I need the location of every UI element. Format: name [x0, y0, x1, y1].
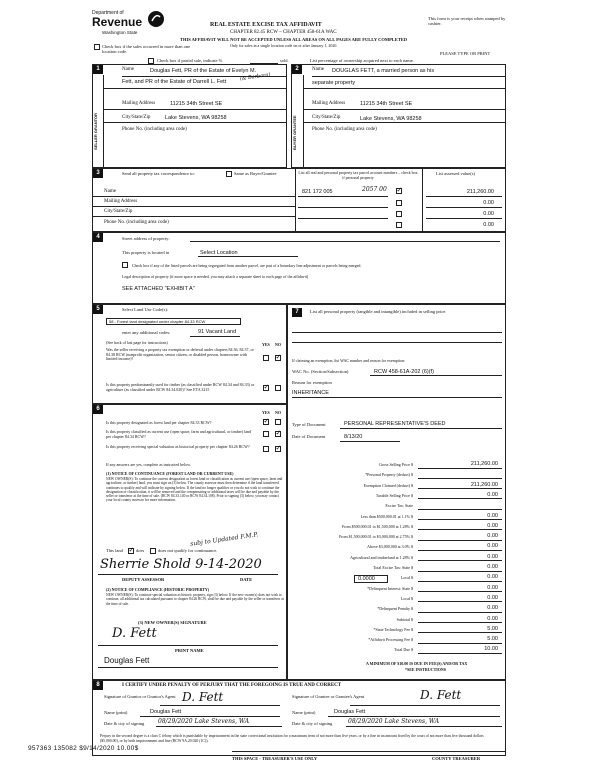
- owner-signature: D. Fett: [112, 626, 157, 641]
- tax-row-value[interactable]: 0.00: [487, 574, 498, 581]
- see-instructions: *SEE INSTRUCTIONS: [405, 667, 447, 672]
- same-as-buyer-checkbox[interactable]: [226, 171, 232, 177]
- owner-list-note: List percentage of ownership acquired next to each name.: [310, 58, 414, 63]
- tax-row-underline: [418, 478, 502, 479]
- grantor-date[interactable]: 08/29/2020 Lake Stevens, WA: [158, 718, 250, 725]
- print-name[interactable]: Douglas Fett: [104, 656, 150, 665]
- owner-signature-label: (3) NEW OWNER(S) SIGNATURE: [138, 620, 207, 625]
- tax-row-underline: [418, 571, 502, 572]
- notice-2-body: NEW OWNER(S): To continue special valuation as historic property, sign (3) below. If the new owner(s) does not wish to continue, all additional tax calculated pursuant to chapter 84.26 RCW, shall be due and payable by the seller or transferor at the time of sale.: [106, 593, 284, 606]
- tax-row-label: Taxable Selling Price $: [375, 492, 413, 498]
- tax-row-underline: [418, 632, 502, 633]
- section-4-badge: 4: [93, 233, 103, 242]
- cashier-stamp: 957363 135082 $9/14/2020 10.00$: [28, 745, 139, 752]
- assessed-value-4[interactable]: 0.00: [483, 222, 494, 228]
- section-3-badge: 3: [93, 169, 103, 178]
- deputy-assessor-label: DEPUTY ASSESSOR: [122, 577, 165, 582]
- s5-no-header: NO: [275, 342, 281, 347]
- print-name-label: PRINT NAME: [175, 648, 204, 653]
- s6-q2-no[interactable]: [275, 431, 281, 437]
- department-label: Department of: [92, 10, 124, 16]
- doc-date-label: Date of Document: [292, 434, 326, 439]
- grantor-sig-label: Signature of Grantor or Grantor's Agent: [104, 694, 176, 699]
- assessed-value-1[interactable]: 211,260.00: [466, 189, 494, 195]
- tax-row-underline: [418, 519, 502, 520]
- s5-yes-header: YES: [262, 342, 270, 347]
- s6-q1-yes[interactable]: [263, 419, 269, 425]
- tax-row-underline: [418, 653, 502, 654]
- wac-label: WAC No. (Section/Subsection): [292, 369, 349, 374]
- land-use-select[interactable]: 58 - Forest land designated under chapter 84.33 RCW: [106, 318, 241, 325]
- doc-date[interactable]: 8/13/20: [344, 434, 363, 440]
- multi-location-label: Check box if the sales occurred in more than one location code.: [102, 44, 191, 54]
- tax-row-underline: [418, 488, 502, 489]
- tax-row-value[interactable]: 0.00: [487, 543, 498, 550]
- tax-row-value[interactable]: 0.00: [487, 605, 498, 612]
- tax-row-value[interactable]: 10.00: [484, 646, 498, 653]
- tax-row-label: *Affidavit Processing Fee $: [368, 637, 413, 643]
- buyer-name-label: Name: [312, 67, 324, 72]
- tax-row-underline: [418, 612, 502, 613]
- s5-q2-no[interactable]: [275, 385, 281, 391]
- parcel-handwritten: 2057 00: [362, 186, 387, 193]
- multi-location-checkbox[interactable]: [94, 44, 100, 50]
- tax-row-underline: [418, 509, 502, 510]
- s5-q2: Is this property predominantly used for timber (as classified under RCW 84.34 and 84.33) or agriculture (as classified under RCW 84.34.020)? See ETA 3215: [106, 382, 255, 392]
- additional-codes-label: enter any additional codes:: [122, 330, 171, 335]
- parcel-2-personal-checkbox[interactable]: [396, 200, 402, 206]
- parcel-header: List all real and personal property tax parcel account numbers – check box if personal property: [298, 170, 418, 180]
- reason-label: Reason for exemption: [292, 380, 332, 385]
- tax-row-label: From $1,500,000.01 to $3,000,000 at 2.75% $: [339, 534, 413, 540]
- tax-row-value[interactable]: 0.00: [487, 584, 498, 591]
- send-correspondence-label: Send all property tax correspondence to:: [122, 171, 195, 176]
- logo-icon: [147, 10, 165, 28]
- tax-row-label: *State Technology Fee $: [373, 626, 413, 632]
- tax-row-value[interactable]: 0.00: [487, 564, 498, 570]
- tax-row-label: *Delinquent Penalty $: [377, 606, 413, 612]
- tax-row-value[interactable]: 0.00: [487, 553, 498, 560]
- local-rate[interactable]: 0.0000: [354, 575, 388, 583]
- land-does-label: does: [136, 548, 145, 553]
- tax-row-label: Subtotal $: [396, 616, 413, 622]
- section-6-badge: 6: [93, 405, 103, 414]
- tax-row-label: *Personal Property (deduct) $: [365, 472, 413, 478]
- buyer-name-line1[interactable]: DOUGLAS FETT, a married person as his: [332, 68, 435, 74]
- section-4-box: [92, 232, 506, 304]
- segregated-label: Check box if any of the listed parcels are being segregated from another parcel, are part of a boundary line adjustment or parcels being merged.: [132, 263, 362, 268]
- parcel-3-personal-checkbox[interactable]: [396, 211, 402, 217]
- treasurer-space: THIS SPACE - TREASURER'S USE ONLY: [232, 756, 318, 761]
- seller-handwritten-note: (& Barbara): [239, 71, 271, 83]
- tax-row-underline: [418, 468, 502, 469]
- s6-q3-no[interactable]: [275, 446, 281, 452]
- tax-row-label: Local $: [400, 575, 413, 581]
- tax-row-value[interactable]: 0.00: [487, 512, 498, 519]
- buyer-mailing[interactable]: 11215 34th Street SE: [360, 101, 413, 107]
- grantor-name[interactable]: Douglas Fett: [150, 709, 182, 715]
- any-yes-note: If any answers are yes, complete as instructed below.: [106, 462, 191, 467]
- grantee-date-label: Date & city of signing: [292, 721, 333, 726]
- grantee-name-label: Name (print): [292, 710, 316, 715]
- grantee-name[interactable]: Douglas Fett: [334, 709, 366, 715]
- assessed-header: List assessed value(s): [436, 171, 475, 176]
- form-title: REAL ESTATE EXCISE TAX AFFIDAVIT: [210, 22, 322, 28]
- seller-name-line2[interactable]: Fett, and PR of the Estate of Darrell L. Fett: [122, 79, 227, 85]
- parcel-4-personal-checkbox[interactable]: [396, 222, 402, 228]
- tax-row-value[interactable]: 0.00: [487, 522, 498, 529]
- tax-row-label: Excise Tax: State: [385, 503, 413, 509]
- wac-number[interactable]: RCW 458-61A-202 (6)(f): [374, 369, 434, 375]
- land-does-checkbox[interactable]: [128, 548, 134, 554]
- location-select[interactable]: Select Location: [200, 250, 238, 256]
- section-1-badge: 1: [93, 65, 103, 74]
- doc-type[interactable]: PERSONAL REPRESENTATIVE'S DEED: [344, 421, 446, 427]
- s6-q3-yes[interactable]: [263, 446, 269, 452]
- buyer-side-label: BUYER GRANTEE: [292, 115, 297, 150]
- section-2-badge: 2: [292, 65, 302, 74]
- tax-row-label: Above $3,000,000 at 3.0% $: [367, 544, 413, 550]
- s3-phone-label: Phone No. (including area code): [104, 220, 169, 225]
- s6-q1-no[interactable]: [275, 419, 281, 425]
- sales-note: Only for sales in a single location code on or after January 1, 2020.: [230, 43, 338, 48]
- tax-row-value[interactable]: 0.00: [487, 594, 498, 601]
- tax-row-label: From $500,000.01 to $1,500,000 at 1.28% $: [342, 523, 413, 529]
- tax-row-label: Less than $500,000.01 at 1.1% $: [360, 513, 413, 519]
- seller-city[interactable]: Lake Stevens, WA 98258: [165, 115, 227, 121]
- assessor-date-label: DATE: [240, 577, 253, 582]
- s3-city-label: City/State/Zip: [104, 209, 133, 214]
- s6-yes-header: YES: [262, 410, 270, 415]
- tax-row-underline: [418, 540, 502, 541]
- buyer-mailing-label: Mailing Address: [312, 101, 346, 106]
- seller-name-label: Name: [122, 67, 134, 72]
- tax-row-underline: [418, 581, 502, 582]
- seller-name-line1[interactable]: Douglas Fett, PR of the Estate of Evelyn M.: [150, 68, 257, 74]
- exemption-reason[interactable]: INHERITANCE: [292, 390, 329, 396]
- assessed-value-2[interactable]: 0.00: [483, 200, 494, 206]
- s5-q1: Was the seller receiving a property tax exemption or deferral under chapters 84.36, 84.37, or 84.38 RCW (nonprofit organization, senior citizen, or disabled person, homeowner with limited income)?: [106, 347, 254, 361]
- seller-mailing-label: Mailing Address: [122, 101, 156, 106]
- s5-q1-yes[interactable]: [263, 355, 269, 361]
- buyer-city-label: City/State/Zip: [312, 115, 341, 120]
- grantee-date[interactable]: 08/29/2020 Lake Stevens, WA: [348, 718, 440, 725]
- personal-property-label: List all personal property (tangible and intangible) included in selling price.: [310, 309, 447, 314]
- warning-text: THIS AFFIDAVIT WILL NOT BE ACCEPTED UNLESS ALL AREAS ON ALL PAGES ARE FULLY COMPLETED: [180, 37, 408, 42]
- minimum-note: A MINIMUM OF $10.00 IS DUE IN FEE(S) AND/OR TAX: [366, 661, 468, 666]
- parcel-number[interactable]: 821 172 005: [302, 189, 333, 195]
- s6-q2-yes[interactable]: [263, 431, 269, 437]
- s6-q1: Is this property designated as forest land per chapter 84.33 RCW?: [106, 420, 212, 425]
- form-chapter: CHAPTER 82.45 RCW – CHAPTER 458-61A WAC: [230, 30, 337, 35]
- notice-1-title: (1) NOTICE OF CONTINUANCE (FOREST LAND OR CURRENT USE): [106, 471, 234, 476]
- legal-description-label: Legal description of property (if more space is needed, you may attach a separate sheet to each page of the affidavit): [122, 274, 309, 279]
- s5-q2-yes[interactable]: [263, 385, 269, 391]
- tax-row-underline: [418, 550, 502, 551]
- seller-city-label: City/State/Zip: [122, 115, 151, 120]
- tax-row-label: Total Excise Tax: State $: [373, 565, 413, 570]
- street-address-label: Street address of property:: [122, 236, 170, 241]
- perjury-notice: Perjury in the second degree is a class C felony which is punishable by imprisonment in the state correctional institution for a maximum term of not more than five years, or by a fine in an amount fixed by the court of not more than five thousand dollars ($5,000.00), or by both imprisonment and fine (RCW 9A.20.020 (1C)).: [100, 734, 484, 743]
- s6-q3: Is this property receiving special valuation as historical property per chapter 84.26 RCW?: [106, 444, 250, 449]
- grantor-date-label: Date & city of signing: [104, 721, 145, 726]
- seller-side-label: SELLER GRANTOR: [93, 112, 98, 150]
- tax-row-underline: [418, 560, 502, 561]
- assessor-signature: Sherrie Shold 9-14-2020: [100, 557, 262, 572]
- revenue-label: Revenue: [92, 15, 143, 29]
- tax-row-underline: [418, 529, 502, 530]
- notice-1-handwritten: subj to Updated F.M.P.: [189, 531, 259, 548]
- state-label: Washington State: [102, 30, 138, 35]
- land-use-label: Select Land Use Code(s):: [122, 307, 169, 312]
- see-back-note: (See back of last page for instructions): [106, 340, 168, 345]
- tax-row-label: *Delinquent Interest: State $: [367, 585, 413, 591]
- buyer-city[interactable]: Lake Stevens, WA 98258: [360, 116, 422, 122]
- type-or-print: PLEASE TYPE OR PRINT: [440, 51, 491, 56]
- s6-no-header: NO: [275, 410, 281, 415]
- tax-row-value[interactable]: 211,260.00: [470, 461, 498, 467]
- tax-row-underline: [418, 601, 502, 602]
- notice-2-title: (2) NOTICE OF COMPLIANCE (HISTORIC PROPERTY): [106, 587, 210, 592]
- tax-row-underline: [418, 643, 502, 644]
- grantor-name-label: Name (print): [104, 710, 128, 715]
- tax-row-underline: [418, 622, 502, 623]
- same-as-buyer-label: Same as Buyer/Grantee: [234, 171, 277, 176]
- tax-row-value[interactable]: 0.00: [487, 533, 498, 540]
- tax-row-value[interactable]: 5.00: [487, 636, 498, 643]
- segregated-checkbox[interactable]: [122, 262, 128, 268]
- partial-sale-label: Check box if partial sale, indicate %: [157, 58, 223, 63]
- section-5-badge: 5: [93, 305, 103, 314]
- land-does-not-checkbox[interactable]: [150, 548, 156, 554]
- s3-mailing-label: Mailing Address: [104, 199, 138, 204]
- dor-logo: [92, 10, 172, 40]
- tax-row-underline: [418, 498, 502, 499]
- tax-row-label: Gross Selling Price $: [379, 462, 413, 467]
- parcel-1-personal-checkbox[interactable]: [396, 188, 402, 194]
- tax-row-value[interactable]: 0.00: [487, 491, 498, 498]
- section-8-badge: 8: [93, 681, 103, 690]
- tax-row-label: Agricultural and timberland at 1.28% $: [350, 554, 413, 560]
- assessed-value-3[interactable]: 0.00: [483, 211, 494, 217]
- tax-row-label: Exemption Claimed (deduct) $: [363, 482, 413, 488]
- land-does-not-label: does not qualify for continuance.: [158, 548, 218, 553]
- certify-statement: I CERTIFY UNDER PENALTY OF PERJURY THAT THE FOREGOING IS TRUE AND CORRECT: [122, 683, 342, 688]
- section-7-badge: 7: [292, 308, 302, 317]
- doc-type-label: Type of Document: [292, 422, 326, 427]
- additional-codes[interactable]: 91 Vacant Land: [198, 329, 237, 335]
- exemption-note: If claiming an exemption, list WAC number and reason for exemption:: [292, 358, 406, 363]
- grantor-signature: D. Fett: [182, 690, 224, 704]
- grantee-signature: D. Fett: [420, 688, 462, 702]
- receipt-note: This form is your receipt when stamped by cashier.: [428, 16, 506, 26]
- seller-mailing[interactable]: 11215 34th Street SE: [170, 101, 223, 107]
- buyer-phone-label: Phone No. (including area code): [312, 127, 377, 132]
- county-treasurer: COUNTY TREASURER: [432, 756, 481, 761]
- s6-q2: Is this property classified as current use (open space, farm and agricultural, or timber) land per chapter 84.34 RCW?: [106, 429, 252, 439]
- location-label: This property is located in: [122, 250, 170, 255]
- tax-row-label: Total Due $: [394, 647, 413, 653]
- legal-description[interactable]: SEE ATTACHED "EXHIBIT A": [122, 286, 195, 292]
- sold-label: sold.: [280, 58, 289, 63]
- this-land-label: This land: [106, 548, 123, 553]
- seller-phone-label: Phone No. (including area code): [122, 127, 187, 132]
- buyer-name-line2[interactable]: separate property: [312, 80, 356, 86]
- tax-row-label: Local $: [400, 595, 413, 601]
- grantee-sig-label: Signature of Grantee or Grantee's Agent: [292, 694, 365, 699]
- tax-row-value[interactable]: 211,260.00: [470, 481, 498, 488]
- tax-row-value[interactable]: 5.00: [487, 625, 498, 632]
- s3-name-label: Name: [104, 189, 116, 194]
- s5-q1-no[interactable]: [275, 355, 281, 361]
- notice-1-body: NEW OWNER(S): To continue the current designation as forest land or classification as current use (open space, farm and agriculture, or timber) land, you must sign on (3) below. The county assessor must then determine if the land transferred continues to qualify and will indicate by signing below. If the land no longer qualifies or you do not wish to continue the designation or classification, it will be removed and the compensating or additional taxes will be due and payable by the seller or transferor at the time of sale. (RCW 84.33.140 or RCW 84.34.108). Prior to signing (3) below, you may contact your local county assessor for more information.: [106, 477, 283, 503]
- tax-row-value[interactable]: 0.00: [487, 615, 498, 622]
- tax-row-underline: [418, 591, 502, 592]
